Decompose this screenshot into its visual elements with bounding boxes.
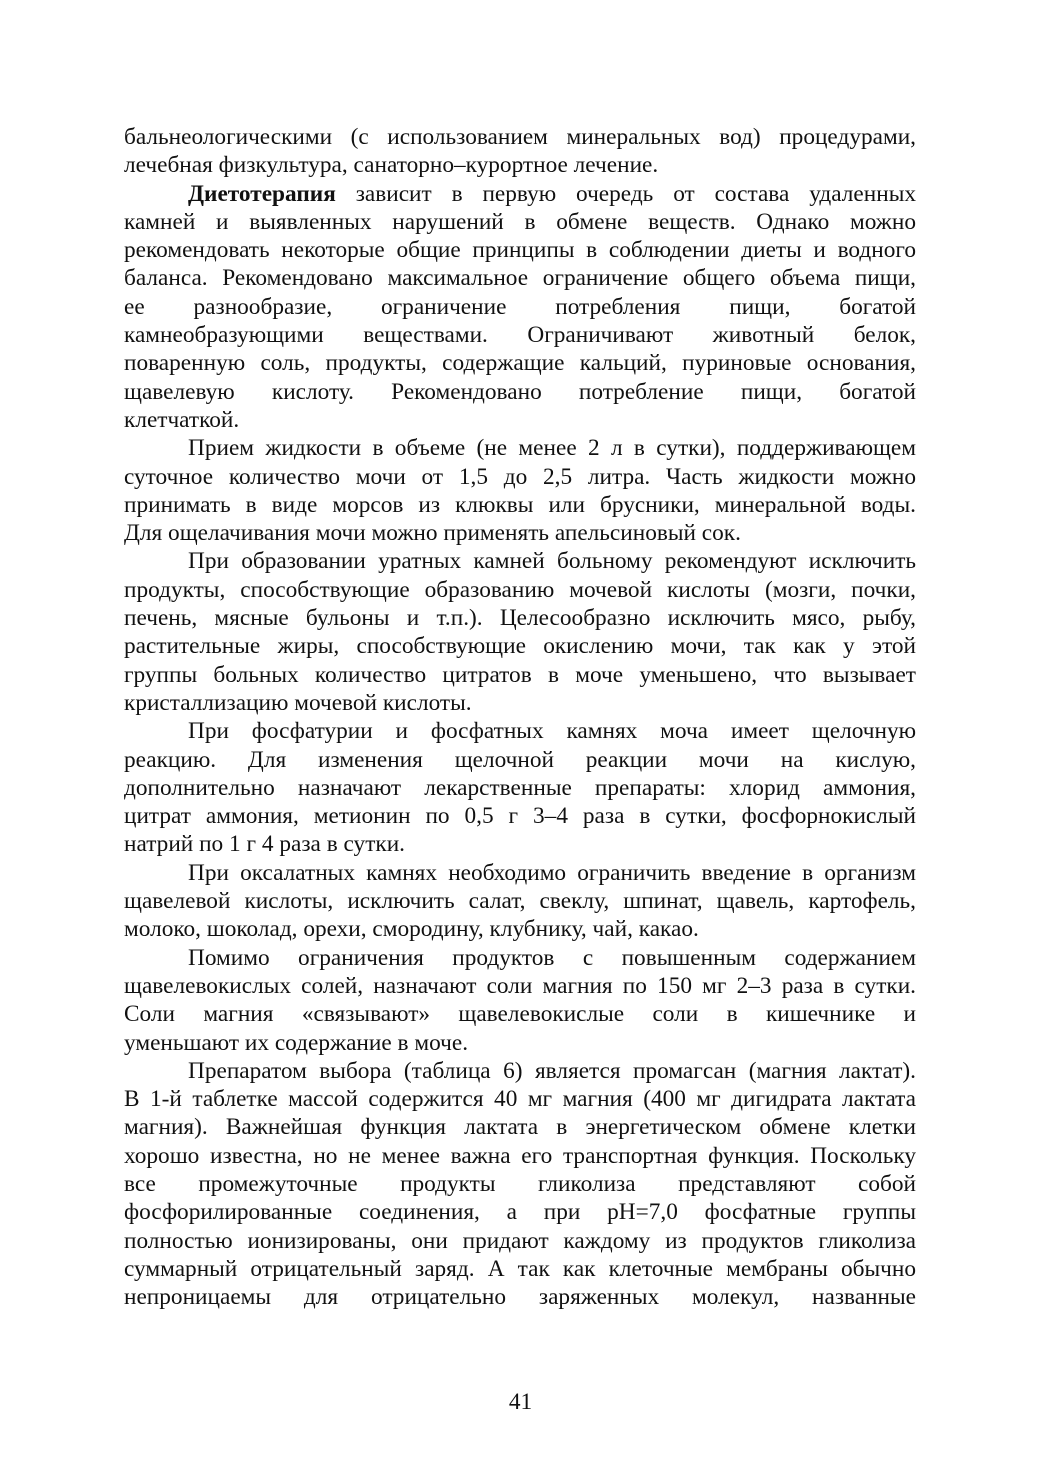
- paragraph-3: [124, 434, 916, 547]
- text-line: группы больных количество цитратов в моче уменьшено, что вызывает: [124, 661, 916, 688]
- paragraph-2: [124, 180, 916, 435]
- text-line: щавелевокислых солей, назначают соли магния по 150 мг 2–3 раза в сутки.: [124, 972, 916, 999]
- text-line: магния). Важнейшая функция лактата в энергетическом обмене клетки: [124, 1114, 916, 1141]
- text-fragment: зависит в первую очередь от состава удаленных: [355, 180, 916, 207]
- text-line: печень, мясные бульоны и т.п.). Целесообразно исключить мясо, рыбу,: [124, 605, 916, 632]
- text-line: лечебная физкультура, санаторно–курортное лечение.: [124, 152, 659, 179]
- paragraph-5: [124, 717, 916, 858]
- paragraph-8: [124, 1057, 916, 1312]
- text-line: полностью ионизированы, они придают каждому из продуктов гликолиза: [124, 1227, 916, 1254]
- text-line: хорошо известна, но не менее важна его транспортная функция. Поскольку: [124, 1142, 916, 1169]
- text-line: цитрат аммония, метионин по 0,5 г 3–4 раза в сутки, фосфорнокислый: [124, 803, 916, 830]
- text-line: камнеобразующими веществами. Ограничивают животный белок,: [124, 322, 916, 349]
- bold-term: Диетотерапия: [188, 180, 336, 207]
- text-line: реакцию. Для изменения щелочной реакции мочи на кислую,: [124, 746, 916, 773]
- paragraph-6: [124, 859, 916, 944]
- text-line: При образовании уратных камней больному рекомендуют исключить: [188, 548, 916, 575]
- paragraph-4: [124, 547, 916, 717]
- text-line: все промежуточные продукты гликолиза представляют собой: [124, 1170, 916, 1197]
- text-line: поваренную соль, продукты, содержащие кальций, пуриновые основания,: [124, 350, 916, 377]
- document-page: [124, 123, 916, 1311]
- text-line: камней и выявленных нарушений в обмене веществ. Однако можно: [124, 208, 916, 235]
- text-line: Соли магния «связывают» щавелевокислые соли в кишечнике и: [124, 1001, 916, 1028]
- text-line: щавелевой кислоты, исключить салат, свеклу, шпинат, щавель, картофель,: [124, 888, 916, 915]
- text-line: бальнеологическими (с использованием минеральных вод) процедурами,: [124, 124, 916, 150]
- text-line: При оксалатных камнях необходимо ограничить введение в организм: [188, 859, 916, 886]
- text-line: ее разнообразие, ограничение потребления пищи, богатой: [124, 293, 916, 320]
- text-line: Для ощелачивания мочи можно применять апельсиновый сок.: [124, 520, 741, 547]
- text-line: щавелевую кислоту. Рекомендовано потребление пищи, богатой: [124, 378, 916, 405]
- text-line: При фосфатурии и фосфатных камнях моча имеет щелочную: [188, 718, 916, 745]
- text-line: растительные жиры, способствующие окислению мочи, так как у этой: [124, 633, 916, 660]
- text-line: уменьшают их содержание в моче.: [124, 1029, 469, 1056]
- text-line: принимать в виде морсов из клюквы или брусники, минеральной воды.: [124, 491, 916, 518]
- text-line: баланса. Рекомендовано максимальное ограничение общего объема пищи,: [124, 265, 916, 292]
- paragraph-1: [124, 123, 916, 180]
- text-line: молоко, шоколад, орехи, смородину, клубнику, чай, какао.: [124, 916, 699, 943]
- text-line: суммарный отрицательный заряд. А так как клеточные мембраны обычно: [124, 1255, 916, 1282]
- text-line: В 1-й таблетке массой содержится 40 мг магния (400 мг дигидрата лактата: [124, 1086, 916, 1113]
- text-line: кристаллизацию мочевой кислоты.: [124, 689, 472, 716]
- text-line: непроницаемы для отрицательно заряженных молекул, названные: [124, 1284, 916, 1311]
- page-number: 41: [508, 1389, 533, 1415]
- text-line: [124, 180, 916, 208]
- text-line: продукты, способствующие образованию мочевой кислоты (мозги, почки,: [124, 576, 916, 603]
- text-line: клетчаткой.: [124, 406, 240, 433]
- text-line: фосфорилированные соединения, а при pH=7,0 фосфатные группы: [124, 1199, 916, 1226]
- text-line: Помимо ограничения продуктов с повышенным содержанием: [188, 944, 916, 971]
- text-line: дополнительно назначают лекарственные препараты: хлорид аммония,: [124, 774, 916, 801]
- text-line: Препаратом выбора (таблица 6) является промагсан (магния лактат).: [188, 1057, 916, 1084]
- text-line: суточное количество мочи от 1,5 до 2,5 литра. Часть жидкости можно: [124, 463, 916, 490]
- paragraph-7: [124, 944, 916, 1057]
- text-line: Прием жидкости в объеме (не менее 2 л в сутки), поддерживающем: [188, 435, 916, 462]
- text-line: рекомендовать некоторые общие принципы в соблюдении диеты и водного: [124, 237, 916, 264]
- text-line: натрий по 1 г 4 раза в сутки.: [124, 831, 405, 858]
